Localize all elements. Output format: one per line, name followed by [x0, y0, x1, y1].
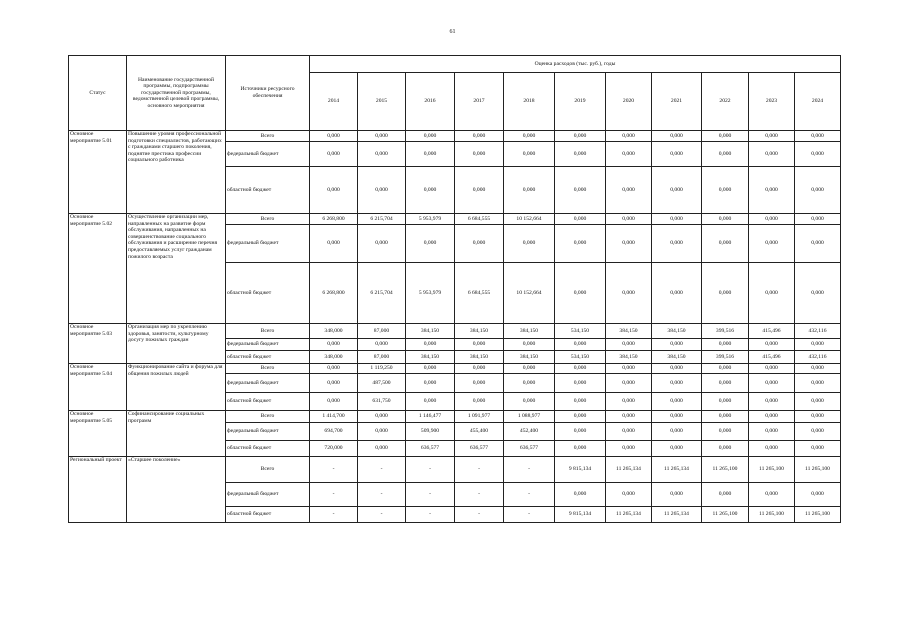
value-cell: 0,000: [702, 411, 749, 423]
value-cell: 0,000: [555, 142, 606, 167]
value-cell: 11 265,100: [749, 507, 795, 523]
value-cell: 0,000: [702, 483, 749, 507]
value-cell: -: [358, 507, 406, 523]
value-cell: 384,150: [455, 324, 504, 339]
source-cell: Всего: [226, 214, 310, 225]
header-name: Наименование государственной программы, подпрограммы государственной программы, ведомственной целевой программы, основного мероприятия: [127, 56, 226, 131]
header-estimate: Оценка расходов (тыс. руб.), годы: [310, 56, 841, 73]
value-cell: 0,000: [606, 441, 652, 457]
value-cell: 0,000: [504, 374, 555, 393]
value-cell: 1 119,250: [358, 364, 406, 374]
value-cell: 11 265,100: [749, 457, 795, 483]
value-cell: 348,000: [310, 351, 358, 364]
value-cell: 0,000: [749, 131, 795, 142]
value-cell: 0,000: [555, 441, 606, 457]
year-header: 2020: [606, 73, 652, 131]
year-header: 2016: [406, 73, 455, 131]
value-cell: 0,000: [652, 225, 702, 263]
value-cell: 0,000: [555, 374, 606, 393]
header-source: Источники ресурсного обеспечения: [226, 56, 310, 131]
value-cell: 0,000: [652, 339, 702, 351]
value-cell: 0,000: [310, 364, 358, 374]
table-row: [69, 457, 841, 483]
value-cell: 11 265,100: [702, 457, 749, 483]
value-cell: 487,500: [358, 374, 406, 393]
value-cell: 0,000: [310, 374, 358, 393]
value-cell: 0,000: [606, 374, 652, 393]
source-cell: областной бюджет: [226, 263, 310, 324]
year-header: 2021: [652, 73, 702, 131]
value-cell: -: [504, 483, 555, 507]
name-cell: Осуществление организации мер, направленных на развитие форм обслуживания, направленных на совершенствование социального обслуживания и расширение перечня предоставляемых услуг гражданам пожилого возраста: [127, 214, 226, 324]
value-cell: 0,000: [652, 131, 702, 142]
value-cell: 384,150: [652, 351, 702, 364]
value-cell: -: [406, 507, 455, 523]
value-cell: 0,000: [358, 142, 406, 167]
value-cell: 87,000: [358, 351, 406, 364]
value-cell: -: [358, 483, 406, 507]
value-cell: 0,000: [455, 393, 504, 411]
value-cell: 0,000: [795, 423, 841, 441]
value-cell: 452,400: [504, 423, 555, 441]
value-cell: 0,000: [702, 393, 749, 411]
value-cell: 0,000: [652, 374, 702, 393]
year-header: 2014: [310, 73, 358, 131]
value-cell: 534,150: [555, 324, 606, 339]
value-cell: 0,000: [555, 364, 606, 374]
value-cell: 0,000: [702, 423, 749, 441]
value-cell: 0,000: [406, 393, 455, 411]
status-cell: Основное мероприятие 5.04: [69, 364, 127, 411]
value-cell: 399,516: [702, 324, 749, 339]
value-cell: 384,150: [504, 324, 555, 339]
value-cell: 0,000: [652, 214, 702, 225]
source-cell: федеральный бюджет: [226, 339, 310, 351]
value-cell: 0,000: [406, 131, 455, 142]
value-cell: 0,000: [310, 339, 358, 351]
value-cell: 0,000: [455, 225, 504, 263]
value-cell: 0,000: [455, 167, 504, 214]
value-cell: 0,000: [555, 167, 606, 214]
value-cell: 0,000: [606, 393, 652, 411]
value-cell: 0,000: [749, 263, 795, 324]
name-cell: «Старшее поколение»: [127, 457, 226, 523]
value-cell: 0,000: [504, 167, 555, 214]
year-header: 2017: [455, 73, 504, 131]
value-cell: 0,000: [749, 339, 795, 351]
value-cell: 0,000: [702, 374, 749, 393]
value-cell: 87,000: [358, 324, 406, 339]
value-cell: 0,000: [702, 225, 749, 263]
value-cell: 0,000: [606, 214, 652, 225]
value-cell: 0,000: [406, 374, 455, 393]
value-cell: 534,150: [555, 351, 606, 364]
value-cell: 0,000: [406, 142, 455, 167]
value-cell: 384,150: [606, 351, 652, 364]
value-cell: 384,150: [406, 324, 455, 339]
source-cell: федеральный бюджет: [226, 374, 310, 393]
value-cell: 0,000: [358, 167, 406, 214]
value-cell: 0,000: [795, 411, 841, 423]
status-cell: Основное мероприятие 5.05: [69, 411, 127, 457]
value-cell: 0,000: [702, 364, 749, 374]
value-cell: 0,000: [606, 167, 652, 214]
value-cell: 720,000: [310, 441, 358, 457]
value-cell: 0,000: [702, 263, 749, 324]
value-cell: 0,000: [749, 214, 795, 225]
value-cell: 1 146,477: [406, 411, 455, 423]
status-cell: Основное мероприятие 5.01: [69, 131, 127, 214]
page-number: 61: [449, 29, 456, 35]
value-cell: 0,000: [652, 411, 702, 423]
year-header: 2024: [795, 73, 841, 131]
value-cell: 415,496: [749, 351, 795, 364]
value-cell: 0,000: [795, 263, 841, 324]
name-cell: Функционирование сайта и форума для общения пожилых людей: [127, 364, 226, 411]
value-cell: 9 815,134: [555, 457, 606, 483]
value-cell: 0,000: [749, 393, 795, 411]
value-cell: 0,000: [406, 339, 455, 351]
value-cell: 0,000: [749, 167, 795, 214]
table-row: [69, 411, 841, 423]
value-cell: 631,750: [358, 393, 406, 411]
status-cell: Основное мероприятие 5.02: [69, 214, 127, 324]
source-cell: областной бюджет: [226, 507, 310, 523]
source-cell: областной бюджет: [226, 441, 310, 457]
status-cell: Региональный проект: [69, 457, 127, 523]
value-cell: 0,000: [702, 339, 749, 351]
value-cell: 6 268,800: [310, 263, 358, 324]
value-cell: 0,000: [310, 225, 358, 263]
value-cell: 399,516: [702, 351, 749, 364]
value-cell: 0,000: [555, 393, 606, 411]
value-cell: -: [406, 457, 455, 483]
value-cell: 0,000: [702, 142, 749, 167]
value-cell: 384,150: [504, 351, 555, 364]
value-cell: -: [358, 457, 406, 483]
value-cell: 11 265,100: [702, 507, 749, 523]
value-cell: 0,000: [504, 339, 555, 351]
value-cell: 0,000: [652, 142, 702, 167]
value-cell: 384,150: [606, 324, 652, 339]
value-cell: 455,400: [455, 423, 504, 441]
value-cell: -: [504, 507, 555, 523]
value-cell: 0,000: [652, 167, 702, 214]
value-cell: 0,000: [358, 411, 406, 423]
value-cell: 0,000: [310, 142, 358, 167]
value-cell: 0,000: [795, 364, 841, 374]
value-cell: 0,000: [606, 225, 652, 263]
value-cell: 0,000: [749, 374, 795, 393]
value-cell: 6 215,704: [358, 214, 406, 225]
value-cell: 0,000: [606, 411, 652, 423]
value-cell: 0,000: [358, 339, 406, 351]
source-cell: федеральный бюджет: [226, 142, 310, 167]
value-cell: 0,000: [555, 411, 606, 423]
source-cell: Всего: [226, 364, 310, 374]
value-cell: 0,000: [455, 131, 504, 142]
value-cell: 0,000: [555, 263, 606, 324]
value-cell: 384,150: [652, 324, 702, 339]
value-cell: 0,000: [749, 411, 795, 423]
value-cell: 11 265,134: [652, 507, 702, 523]
source-cell: федеральный бюджет: [226, 423, 310, 441]
value-cell: 0,000: [749, 364, 795, 374]
value-cell: 415,496: [749, 324, 795, 339]
value-cell: 0,000: [358, 441, 406, 457]
value-cell: 0,000: [795, 214, 841, 225]
value-cell: 694,700: [310, 423, 358, 441]
value-cell: 0,000: [455, 339, 504, 351]
value-cell: 0,000: [310, 167, 358, 214]
value-cell: -: [310, 457, 358, 483]
value-cell: 0,000: [795, 167, 841, 214]
table-row: [69, 131, 841, 142]
value-cell: 0,000: [455, 364, 504, 374]
value-cell: 5 953,979: [406, 263, 455, 324]
value-cell: -: [455, 457, 504, 483]
value-cell: 0,000: [504, 393, 555, 411]
value-cell: 6 684,555: [455, 214, 504, 225]
value-cell: 0,000: [555, 423, 606, 441]
value-cell: 1 414,700: [310, 411, 358, 423]
value-cell: 0,000: [310, 393, 358, 411]
value-cell: 432,116: [795, 324, 841, 339]
value-cell: 636,577: [504, 441, 555, 457]
source-cell: Всего: [226, 131, 310, 142]
value-cell: 10 152,664: [504, 214, 555, 225]
value-cell: 0,000: [652, 441, 702, 457]
value-cell: 5 953,979: [406, 214, 455, 225]
value-cell: 0,000: [406, 225, 455, 263]
value-cell: 0,000: [795, 225, 841, 263]
value-cell: 0,000: [504, 225, 555, 263]
value-cell: 0,000: [358, 131, 406, 142]
value-cell: 11 265,100: [795, 507, 841, 523]
value-cell: 0,000: [606, 339, 652, 351]
year-header: 2022: [702, 73, 749, 131]
year-header: 2019: [555, 73, 606, 131]
status-cell: Основное мероприятие 5.03: [69, 324, 127, 364]
value-cell: 0,000: [702, 167, 749, 214]
value-cell: 6 268,800: [310, 214, 358, 225]
source-cell: федеральный бюджет: [226, 225, 310, 263]
value-cell: 6 215,704: [358, 263, 406, 324]
header-status: Статус: [69, 56, 127, 131]
value-cell: 6 684,555: [455, 263, 504, 324]
value-cell: 0,000: [606, 263, 652, 324]
value-cell: 0,000: [606, 364, 652, 374]
value-cell: 0,000: [504, 131, 555, 142]
value-cell: 0,000: [702, 131, 749, 142]
value-cell: -: [455, 507, 504, 523]
value-cell: 0,000: [310, 131, 358, 142]
value-cell: 0,000: [652, 263, 702, 324]
value-cell: 0,000: [795, 142, 841, 167]
value-cell: 11 265,134: [606, 507, 652, 523]
table-row: [69, 324, 841, 339]
value-cell: -: [406, 483, 455, 507]
value-cell: 0,000: [406, 167, 455, 214]
value-cell: 0,000: [795, 339, 841, 351]
value-cell: 0,000: [504, 364, 555, 374]
value-cell: 384,150: [406, 351, 455, 364]
value-cell: 0,000: [406, 364, 455, 374]
value-cell: -: [310, 483, 358, 507]
budget-table: [68, 55, 841, 523]
value-cell: 1 088,977: [504, 411, 555, 423]
source-cell: областной бюджет: [226, 167, 310, 214]
source-cell: областной бюджет: [226, 351, 310, 364]
value-cell: 0,000: [702, 441, 749, 457]
table-row: [69, 364, 841, 374]
value-cell: 0,000: [749, 225, 795, 263]
value-cell: 0,000: [652, 364, 702, 374]
value-cell: 432,116: [795, 351, 841, 364]
value-cell: 0,000: [702, 214, 749, 225]
value-cell: 0,000: [652, 483, 702, 507]
value-cell: 0,000: [795, 374, 841, 393]
value-cell: 0,000: [358, 423, 406, 441]
value-cell: 0,000: [555, 225, 606, 263]
value-cell: 0,000: [795, 441, 841, 457]
value-cell: 384,150: [455, 351, 504, 364]
value-cell: -: [455, 483, 504, 507]
year-header: 2015: [358, 73, 406, 131]
value-cell: 0,000: [555, 214, 606, 225]
source-cell: областной бюджет: [226, 393, 310, 411]
value-cell: -: [310, 507, 358, 523]
value-cell: 0,000: [749, 483, 795, 507]
value-cell: 11 265,134: [652, 457, 702, 483]
value-cell: 509,900: [406, 423, 455, 441]
value-cell: 0,000: [606, 483, 652, 507]
value-cell: 636,577: [455, 441, 504, 457]
value-cell: 0,000: [749, 142, 795, 167]
value-cell: 1 091,977: [455, 411, 504, 423]
value-cell: 10 152,664: [504, 263, 555, 324]
value-cell: 0,000: [358, 225, 406, 263]
value-cell: 0,000: [555, 483, 606, 507]
value-cell: 0,000: [606, 131, 652, 142]
value-cell: 0,000: [606, 423, 652, 441]
year-header: 2023: [749, 73, 795, 131]
value-cell: 0,000: [455, 142, 504, 167]
value-cell: 11 265,134: [606, 457, 652, 483]
table-row: [69, 214, 841, 225]
source-cell: федеральный бюджет: [226, 483, 310, 507]
value-cell: 0,000: [749, 441, 795, 457]
value-cell: -: [504, 457, 555, 483]
name-cell: Софинансирование социальных программ: [127, 411, 226, 457]
value-cell: 348,000: [310, 324, 358, 339]
source-cell: Всего: [226, 457, 310, 483]
value-cell: 0,000: [795, 393, 841, 411]
value-cell: 0,000: [504, 142, 555, 167]
name-cell: Организация мер по укреплению здоровья, занятости, культурному досугу пожилых граждан: [127, 324, 226, 364]
value-cell: 0,000: [749, 423, 795, 441]
value-cell: 11 265,100: [795, 457, 841, 483]
value-cell: 0,000: [555, 339, 606, 351]
name-cell: Повышение уровня профессиональной подготовки специалистов, работающих с гражданами старшего поколения, поднятие престижа профессии социального работника: [127, 131, 226, 214]
value-cell: 0,000: [455, 374, 504, 393]
value-cell: 9 815,134: [555, 507, 606, 523]
source-cell: Всего: [226, 411, 310, 423]
source-cell: Всего: [226, 324, 310, 339]
value-cell: 0,000: [795, 483, 841, 507]
value-cell: 0,000: [555, 131, 606, 142]
value-cell: 0,000: [795, 131, 841, 142]
value-cell: 0,000: [606, 142, 652, 167]
year-header: 2018: [504, 73, 555, 131]
value-cell: 0,000: [652, 393, 702, 411]
value-cell: 0,000: [652, 423, 702, 441]
value-cell: 636,577: [406, 441, 455, 457]
